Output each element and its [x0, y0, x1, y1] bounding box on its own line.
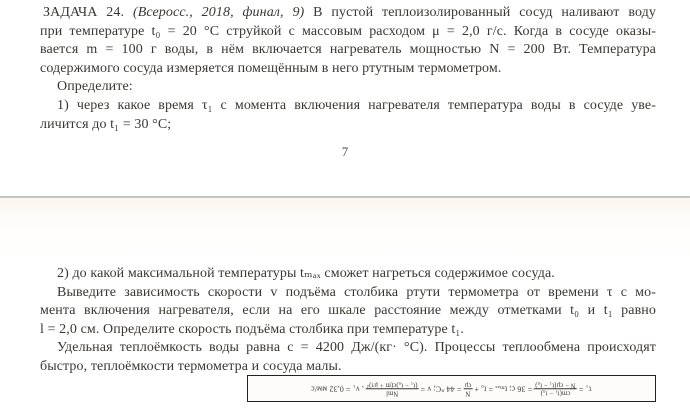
fraction: N cμ [464, 381, 472, 397]
problem-line: Выведите зависимость скорости v подъёма столбика ртути термометра от времени τ с мо- [57, 284, 656, 300]
answer-box [247, 375, 656, 402]
problem-line: содержимого сосуда измеряется помещённым в него ртутным термометром. [40, 60, 502, 76]
problem-line: вается m = 100 г воды, в нём включается нагреватель мощностью N = 200 Вт. Температура [40, 42, 656, 58]
page-number: 7 [341, 144, 349, 159]
problem-line: l = 2,0 см. Определите скорость подъёма столбика при температуре t₁. [40, 321, 464, 337]
problem-source: (Всеросс., 2018, финал, 9) [132, 5, 305, 20]
problem-line: 2) до какой максимальной температуры tₘₐₓ сможет нагреться содержимое сосуда. [57, 266, 555, 281]
problem-continuation [40, 265, 656, 377]
fraction: Nml (t₁ − t₀)c(m + μτ)² [366, 381, 418, 397]
answer-line: τ₁ = cm(t₁ − t₀) N − cμ(t₁ − t₀) = 36 с; tₘₐₓ = t₀ + N cμ = 44 °C; v = Nml (t₁ − t₀)c(m + μτ)² , v₁ = 0,32 мм/с [311, 381, 592, 397]
problem-line [40, 4, 656, 23]
problem-line: Удельная теплоёмкость воды равна c = 4200 Дж/(кг· °C). Процессы теплообмена происходят [57, 340, 656, 356]
fraction: cm(t₁ − t₀) N − cμ(t₁ − t₀) [535, 381, 576, 397]
problem-line: мента включения нагревателя, если на его шкале расстояние между отметками t₀ и t₁ равно [40, 303, 656, 319]
problem-line-text: В пустой теплоизолированный сосуд наливают воду [313, 5, 656, 20]
problem-line: быстро, теплоёмкости термометра и сосуда малы. [40, 358, 342, 374]
problem-line: 1) через какое время τ₁ с момента включения нагревателя температура воды в сосуде уве- [57, 97, 656, 113]
problem-line: Определите: [57, 79, 133, 95]
problem-number: ЗАДАЧА 24. [43, 5, 125, 20]
problem-line: при температуре t₀ = 20 °C струйкой с массовым расходом μ = 2,0 г/с. Когда в сосуде оказы- [40, 23, 656, 39]
problem-statement [40, 4, 656, 134]
problem-line: личится до t₁ = 30 °C; [40, 116, 172, 132]
document-page-7 [0, 0, 690, 196]
